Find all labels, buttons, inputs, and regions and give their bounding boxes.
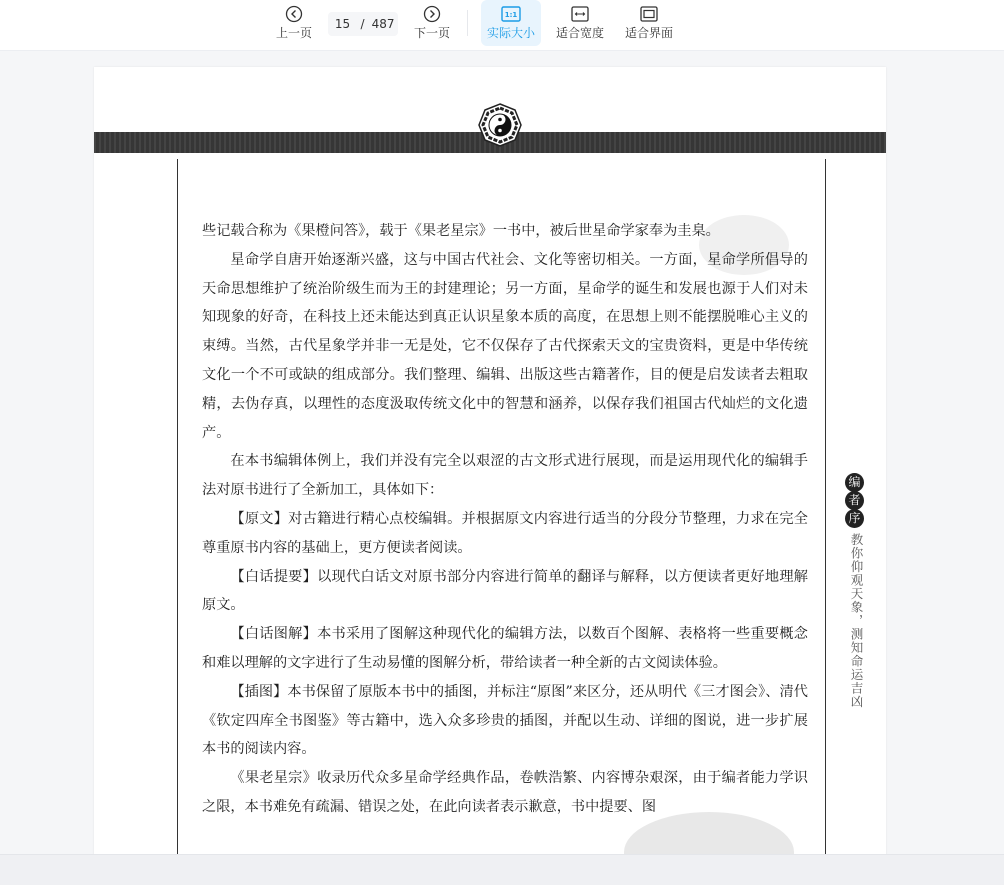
paragraph: 【原文】对古籍进行精心点校编辑。并根据原文内容进行适当的分段分节整理，力求在完全尊重原书内容的基础上，更方便读者阅读。 (202, 510, 808, 556)
current-page-input[interactable]: 15 (334, 17, 351, 31)
document-page (94, 67, 886, 854)
chevron-right-circle-icon (423, 5, 441, 23)
paragraph: 星命学自唐开始逐渐兴盛，这与中国古代社会、文化等密切相关。一方面，星命学所倡导的天命思想维护了统治阶级生而为王的封建理论；另一方面，星命学的诞生和发展也源于人们对未知现象的好奇，在科技上还未能达到真正认识星象本质的高度，在思想上则不能摆脱唯心主义的束缚。当然，古代星象学并非一无是处，它不仅保存了古代探索天文的宝贵资料，更是中华传统文化一个不可或缺的组成部分。我们整理、编辑、出版这些古籍著作，目的便是启发读者去粗取精，去伪存真，以理性的态度汲取传统文化中的智慧和涵养，以保存我们祖国古代灿烂的文化遗产。 (202, 251, 808, 441)
fit-page-label: 适合界面 (624, 26, 673, 40)
paragraph: 【白话提要】以现代白话文对原书部分内容进行简单的翻译与解释，以方便读者更好地理解原文。 (202, 568, 808, 614)
page-rule-right (825, 159, 826, 854)
actual-size-icon (501, 5, 521, 23)
section-circle-char: 者 (845, 491, 864, 510)
fit-page-button[interactable] (621, 0, 677, 46)
total-pages: 487 (371, 17, 395, 31)
bagua-yinyang-icon (478, 103, 522, 147)
actual-size-label: 实际大小 (486, 26, 535, 40)
paragraph: 些记载合称为《果橙问答》，载于《果老星宗》一书中，被后世星命学家奉为圭臬。 (202, 223, 720, 239)
section-circle-char: 编 (845, 473, 864, 492)
paragraph: 【插图】本书保留了原版本书中的插图，并标注“原图”来区分，还从明代《三才图会》、清代《钦定四库全书图鉴》等古籍中，选入众多珍贵的插图，并配以生动、详细的图说，进一步扩展本书的阅读内容。 (202, 683, 808, 758)
side-vertical-slogan: 教你仰观天象，测知命运吉凶 (849, 533, 864, 709)
paragraph: 在本书编辑体例上，我们并没有完全以艰涩的古文形式进行展现，而是运用现代化的编辑手法对原书进行了全新加工，具体如下： (202, 453, 808, 499)
fit-width-button[interactable] (552, 0, 608, 46)
toolbar-divider (467, 10, 468, 36)
next-page-button[interactable] (408, 0, 456, 46)
document-viewer[interactable] (0, 51, 1004, 854)
actual-size-button[interactable] (481, 0, 541, 46)
side-section-tab (845, 473, 867, 709)
chevron-left-circle-icon (285, 5, 303, 23)
prev-page-button[interactable] (270, 0, 318, 46)
page-rule-left (177, 159, 178, 854)
bottom-status-bar (0, 854, 1004, 885)
fit-width-label: 适合宽度 (555, 26, 604, 40)
svg-text:1:1: 1:1 (504, 11, 518, 19)
next-page-label: 下一页 (413, 26, 450, 40)
page-indicator (328, 12, 398, 36)
paragraph: 《果老星宗》收录历代众多星命学经典作品，卷帙浩繁、内容博杂艰深，由于编者能力学识之限，本书难免有疏漏、错误之处，在此向读者表示歉意，书中提要、图 (202, 770, 808, 815)
paragraph: 【白话图解】本书采用了图解这种现代化的编辑方法，以数百个图解、表格将一些重要概念和难以理解的文字进行了生动易懂的图解分析，带给读者一种全新的古文阅读体验。 (202, 626, 808, 671)
prev-page-label: 上一页 (275, 26, 312, 40)
section-circle-char: 序 (845, 509, 864, 528)
fit-page-icon (640, 5, 658, 23)
fit-width-icon (571, 5, 589, 23)
page-body-text (202, 217, 808, 822)
viewer-toolbar (0, 0, 1004, 51)
page-separator: / (360, 17, 365, 31)
